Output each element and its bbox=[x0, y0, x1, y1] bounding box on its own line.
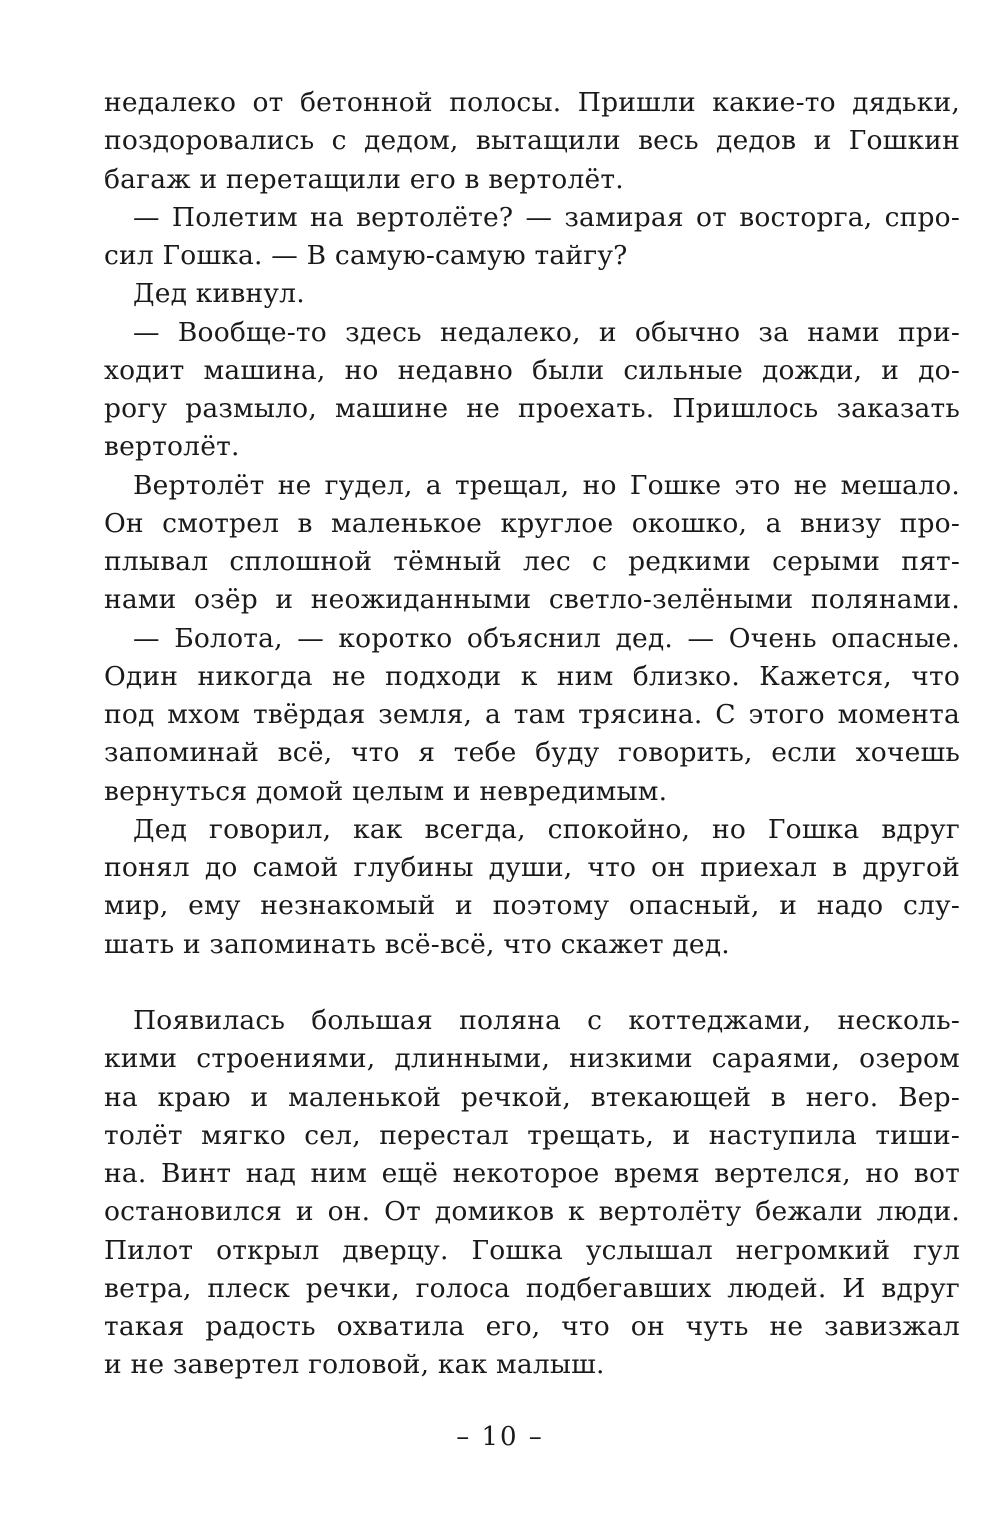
text-line: вернуться домой целым и невредимым. bbox=[104, 775, 668, 807]
text-line: багаж и перетащили его в вертолёт. bbox=[104, 163, 624, 195]
text-line: Дед говорил, как всегда, спокойно, но Гошка вдруг bbox=[133, 813, 960, 845]
text-line: — Вообще-то здесь недалеко, и обычно за нами при- bbox=[133, 316, 960, 348]
page-number: – 10 – bbox=[456, 1422, 544, 1452]
text-line: плывал сплошной тёмный лес с редкими серыми пят- bbox=[104, 546, 960, 577]
body-text bbox=[104, 84, 960, 1385]
text-line: рогу размыло, машине не проехать. Пришлось заказать bbox=[104, 393, 960, 424]
text-line: Он смотрел в маленькое круглое окошко, а внизу про- bbox=[104, 507, 960, 539]
text-line: поздоровались с дедом, вытащили весь дедов и Гошкин bbox=[104, 125, 960, 157]
text-line: мир, ему незнакомый и поэтому опасный, и надо слу- bbox=[104, 890, 960, 922]
text-line: на краю и маленькой речкой, втекающей в него. Вер- bbox=[104, 1081, 960, 1113]
text-line: — Полетим на вертолёте? — замирая от восторга, спро- bbox=[133, 201, 960, 233]
text-line: понял до самой глубины души, что он приехал в другой bbox=[104, 852, 960, 883]
text-line: под мхом твёрдая земля, а там трясина. С этого момента bbox=[104, 699, 960, 730]
text-line: ходит машина, но недавно были сильные дожди, и до- bbox=[104, 354, 960, 386]
text-line: нами озёр и неожиданными светло-зелёными полянами. bbox=[104, 584, 960, 616]
text-line: толёт мягко сел, перестал трещать, и наступила тиши- bbox=[104, 1119, 960, 1151]
text-line: шать и запоминать всё-всё, что скажет дед. bbox=[104, 928, 730, 960]
blank-line bbox=[104, 964, 960, 1002]
text-line: сил Гошка. — В самую-самую тайгу? bbox=[104, 240, 628, 271]
text-line: вертолёт. bbox=[104, 431, 240, 463]
text-line: Дед кивнул. bbox=[133, 278, 305, 310]
text-line: недалеко от бетонной полосы. Пришли какие-то дядьки, bbox=[104, 87, 960, 118]
text-line: Вертолёт не гудел, а трещал, но Гошке это не мешало. bbox=[133, 469, 960, 501]
text-line: такая радость охватила его, что он чуть не завизжал bbox=[104, 1311, 960, 1342]
text-line: кими строениями, длинными, низкими сараями, озером bbox=[104, 1043, 960, 1075]
text-line: запоминай всё, что я тебе буду говорить, если хочешь bbox=[104, 737, 960, 769]
text-line: на. Винт над ним ещё некоторое время вертелся, но вот bbox=[104, 1158, 960, 1189]
text-line: Пилот открыл дверцу. Гошка услышал негромкий гул bbox=[104, 1234, 960, 1266]
text-line: — Болота, — коротко объяснил дед. — Очень опасные. bbox=[133, 622, 960, 654]
text-line: остановился и он. От домиков к вертолёту бежали люди. bbox=[104, 1196, 960, 1228]
text-line: и не завертел головой, как малыш. bbox=[104, 1349, 605, 1381]
text-line: Появилась большая поляна с коттеджами, несколь- bbox=[133, 1005, 960, 1036]
text-line: Один никогда не подходи к ним близко. Кажется, что bbox=[104, 660, 960, 692]
text-line: ветра, плеск речки, голоса подбегавших людей. И вдруг bbox=[104, 1272, 960, 1304]
